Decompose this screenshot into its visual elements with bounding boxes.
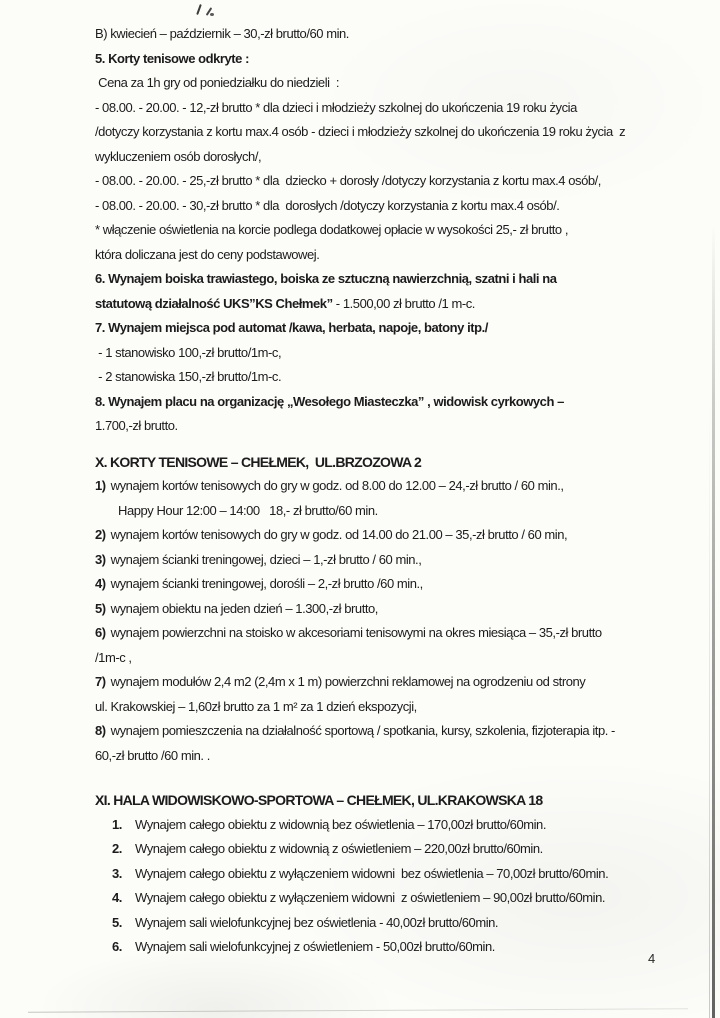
list-item [95,621,705,646]
item-number: 8) [95,723,106,738]
list-item [95,719,705,744]
list-item [95,813,705,838]
item-text: wynajem modułów 2,4 m2 (2,4m x 1 m) powierzchni reklamowej na ogrodzeniu od strony [110,674,586,689]
list-item-continuation: 60,-zł brutto /60 min. . [95,747,210,763]
list-item-continuation: /1m-c , [95,649,132,665]
scan-artifact-right-edge [709,400,710,1018]
list-item [95,935,705,960]
section-6-price: - 1.500,00 zł brutto /1 m-c. [332,295,475,311]
item-text: Wynajem sali wielofunkcyjnej z oświetleniem - 50,00zł brutto/60min. [135,939,495,954]
section-5-heading: 5. Korty tenisowe odkryte : [95,50,249,66]
section-6-heading-line2 [95,292,705,317]
list-item [95,548,705,573]
list-item [95,911,705,936]
price-line-april-october: B) kwiecień – październik – 30,-zł brutto/60 min. [95,26,349,41]
item-text: wynajem powierzchni na stoisko w akcesoriami tenisowymi na okres miesiąca – 35,-zł brutto [110,625,602,640]
list-item [95,597,705,622]
item-number: 1) [95,478,106,493]
item-number: 1. [112,816,122,832]
document-body [95,22,705,960]
vending-line: - 2 stanowiska 150,-zł brutto/1m-c. [95,369,282,384]
section-6-heading: 6. Wynajem boiska trawiastego, boiska ze sztuczną nawierzchnią, szatni i hali na [95,271,557,286]
item-text: Wynajem całego obiektu z wyłączeniem widowni z oświetleniem – 90,00zł brutto/60min. [135,890,606,905]
section-8-heading: 8. Wynajem placu na organizację „Wesołego Miasteczka” , widowisk cyrkowych – [95,393,564,409]
page-number: 4 [648,951,656,966]
list-item [95,886,705,911]
ink-mark [196,4,202,15]
section-5-intro: Cena za 1h gry od poniedziałku do niedzieli : [95,75,340,90]
vending-line: - 1 stanowisko 100,-zł brutto/1m-c, [95,344,282,360]
scan-artifact-bottom-edge [28,1008,688,1012]
item-number: 2. [112,841,122,856]
list-item-continuation: Happy Hour 12:00 – 14:00 18,- zł brutto/60 min. [118,502,378,518]
tariff-line: wykluczeniem osób dorosłych/, [95,148,262,164]
item-number: 3. [112,865,122,881]
list-item [95,523,705,548]
section-6-heading-bold: statutową działalność UKS”KS Chełmek” [95,295,333,311]
list-item [95,474,705,499]
item-number: 6. [112,939,122,954]
item-text: wynajem ścianki treningowej, dzieci – 1,-zł brutto / 60 min., [110,551,422,567]
section-xi-heading: XI. HALA WIDOWISKOWO-SPORTOWA – CHEŁMEK, UL.KRAKOWSKA 18 [95,792,543,808]
list-item [95,862,705,887]
item-number: 4. [112,890,122,905]
list-item [95,670,705,695]
item-number: 3) [95,551,106,567]
item-text: wynajem ścianki treningowej, dorośli – 2,-zł brutto /60 min., [110,576,423,591]
scan-artifact-right-edge [712,225,715,1018]
section-7-heading: 7. Wynajem miejsca pod automat /kawa, herbata, napoje, batony itp./ [95,320,488,335]
item-text: Wynajem całego obiektu z widownią bez oświetlenia – 170,00zł brutto/60min. [135,816,546,832]
item-text: wynajem obiektu na jeden dzień – 1.300,-zł brutto, [110,600,378,616]
item-text: wynajem kortów tenisowych do gry w godz. od 14.00 do 21.00 – 35,-zł brutto / 60 min, [110,527,568,542]
item-number: 6) [95,625,106,640]
list-item [95,572,705,597]
item-number: 7) [95,674,106,689]
item-number: 2) [95,527,106,542]
tariff-line: /dotyczy korzystania z kortu max.4 osób - dzieci i młodzieży szkolnej do ukończenia 19 roku życia z [95,124,626,139]
footnote-line: która doliczana jest do ceny podstawowej. [95,246,320,262]
item-text: Wynajem całego obiektu z wyłączeniem widowni bez oświetlenia – 70,00zł brutto/60min. [135,865,609,881]
item-text: Wynajem całego obiektu z widownią z oświetleniem – 220,00zł brutto/60min. [135,841,543,856]
item-number: 4) [95,576,106,591]
item-text: Wynajem sali wielofunkcyjnej bez oświetlenia - 40,00zł brutto/60min. [135,914,499,930]
item-text: wynajem pomieszczenia na działalność sportową / spotkania, kursy, szkolenia, fizjoterapia itp. - [110,723,615,738]
item-number: 5) [95,600,106,616]
tariff-line: - 08.00. - 20.00. - 12,-zł brutto * dla dzieci i młodzieży szkolnej do ukończenia 19 roku życia [95,99,577,115]
section-8-price: 1.700,-zł brutto. [95,418,178,433]
section-x-heading: X. KORTY TENISOWE – CHEŁMEK, UL.BRZOZOWA 2 [95,453,422,470]
list-item [95,837,705,862]
list-item-continuation: ul. Krakowskiej – 1,60zł brutto za 1 m² za 1 dzień ekspozycji, [95,698,417,714]
ink-mark [210,13,214,16]
item-text: wynajem kortów tenisowych do gry w godz. od 8.00 do 12.00 – 24,-zł brutto / 60 min., [110,478,564,493]
footnote-line: * włączenie oświetlenia na korcie podlega dodatkowej opłacie w wysokości 25,- zł brutto , [95,222,568,237]
tariff-line: - 08.00. - 20.00. - 30,-zł brutto * dla dorosłych /dotyczy korzystania z kortu max.4 osób/. [95,197,560,213]
tariff-line: - 08.00. - 20.00. - 25,-zł brutto * dla dziecko + dorosły /dotyczy korzystania z kortu max.4 osób/, [95,173,601,188]
item-number: 5. [112,914,122,930]
